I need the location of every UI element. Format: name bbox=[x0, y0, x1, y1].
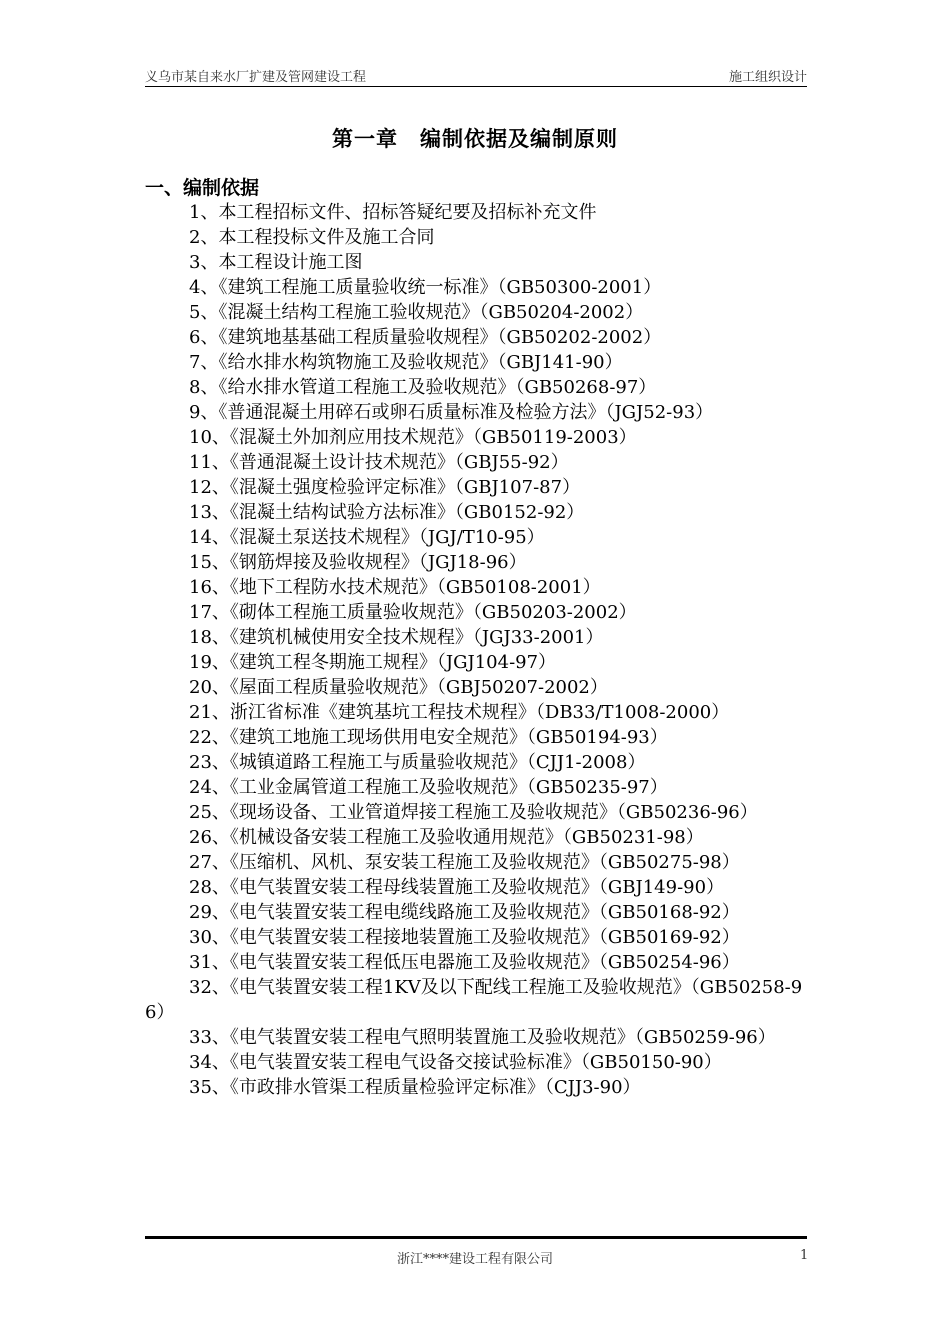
list-item: 30、《电气装置安装工程接地装置施工及验收规范》（GB50169-92） bbox=[189, 927, 740, 948]
list-item: 11、《普通混凝土设计技术规范》（GBJ55-92） bbox=[189, 452, 569, 473]
section-heading: 一、编制依据 bbox=[145, 177, 260, 199]
reference-list bbox=[145, 200, 815, 1100]
list-item: 10、《混凝土外加剂应用技术规范》（GB50119-2003） bbox=[189, 427, 637, 448]
list-item: 5、《混凝土结构工程施工验收规范》（GB50204-2002） bbox=[189, 302, 644, 323]
list-item: 28、《电气装置安装工程母线装置施工及验收规范》（GBJ149-90） bbox=[189, 877, 725, 898]
list-item: 14、《混凝土泵送技术规程》（JGJ/T10-95） bbox=[189, 527, 545, 548]
list-item: 25、《现场设备、工业管道焊接工程施工及验收规范》（GB50236-96） bbox=[189, 802, 758, 823]
list-item: 8、《给水排水管道工程施工及验收规范》（GB50268-97） bbox=[189, 377, 657, 398]
page-number: 1 bbox=[800, 1248, 809, 1263]
list-item: 20、《屋面工程质量验收规范》（GBJ50207-2002） bbox=[189, 677, 608, 698]
list-item: 23、《城镇道路工程施工与质量验收规范》（CJJ1-2008） bbox=[189, 752, 646, 773]
list-item: 19、《建筑工程冬期施工规程》（JGJ104-97） bbox=[189, 652, 557, 673]
list-item: 32、《电气装置安装工程1KV及以下配线工程施工及验收规范》（GB50258-96） bbox=[145, 977, 803, 1023]
list-item: 24、《工业金属管道工程施工及验收规范》（GB50235-97） bbox=[189, 777, 668, 798]
list-item: 31、《电气装置安装工程低压电器施工及验收规范》（GB50254-96） bbox=[189, 952, 740, 973]
list-item: 16、《地下工程防水技术规范》（GB50108-2001） bbox=[189, 577, 601, 598]
list-item: 21、浙江省标准《建筑基坑工程技术规程》（DB33/T1008-2000） bbox=[189, 702, 730, 723]
list-item: 27、《压缩机、风机、泵安装工程施工及验收规范》（GB50275-98） bbox=[189, 852, 740, 873]
list-item: 15、《钢筋焊接及验收规程》（JGJ18-96） bbox=[189, 552, 527, 573]
list-item: 29、《电气装置安装工程电缆线路施工及验收规范》（GB50168-92） bbox=[189, 902, 740, 923]
list-item: 12、《混凝土强度检验评定标准》（GBJ107-87） bbox=[189, 477, 581, 498]
header-doc-type: 施工组织设计 bbox=[728, 70, 807, 85]
footer-divider bbox=[145, 1236, 807, 1239]
list-item: 34、《电气装置安装工程电气设备交接试验标准》（GB50150-90） bbox=[189, 1052, 722, 1073]
list-item: 13、《混凝土结构试验方法标准》（GB0152-92） bbox=[189, 502, 585, 523]
page-header bbox=[145, 64, 807, 87]
footer-company: 浙江****建设工程有限公司 bbox=[396, 1252, 553, 1267]
list-item: 9、《普通混凝土用碎石或卵石质量标准及检验方法》（JGJ52-93） bbox=[189, 402, 714, 423]
list-item: 7、《给水排水构筑物施工及验收规范》（GBJ141-90） bbox=[189, 352, 623, 373]
list-item: 33、《电气装置安装工程电气照明装置施工及验收规范》（GB50259-96） bbox=[189, 1027, 776, 1048]
list-item: 26、《机械设备安装工程施工及验收通用规范》（GB50231-98） bbox=[189, 827, 704, 848]
list-item: 35、《市政排水管渠工程质量检验评定标准》（CJJ3-90） bbox=[189, 1077, 641, 1098]
list-item: 1、本工程招标文件、招标答疑纪要及招标补充文件 bbox=[189, 202, 597, 223]
list-item: 17、《砌体工程施工质量验收规范》（GB50203-2002） bbox=[189, 602, 637, 623]
list-item: 2、本工程投标文件及施工合同 bbox=[189, 227, 435, 248]
header-project-name: 义乌市某自来水厂扩建及管网建设工程 bbox=[145, 70, 367, 85]
list-item: 6、《建筑地基基础工程质量验收规程》（GB50202-2002） bbox=[189, 327, 662, 348]
list-item: 18、《建筑机械使用安全技术规程》（JGJ33-2001） bbox=[189, 627, 604, 648]
chapter-title: 第一章 编制依据及编制原则 bbox=[332, 127, 618, 151]
list-item: 22、《建筑工地施工现场供用电安全规范》（GB50194-93） bbox=[189, 727, 668, 748]
list-item: 4、《建筑工程施工质量验收统一标准》（GB50300-2001） bbox=[189, 277, 662, 298]
list-item: 3、本工程设计施工图 bbox=[189, 252, 363, 273]
